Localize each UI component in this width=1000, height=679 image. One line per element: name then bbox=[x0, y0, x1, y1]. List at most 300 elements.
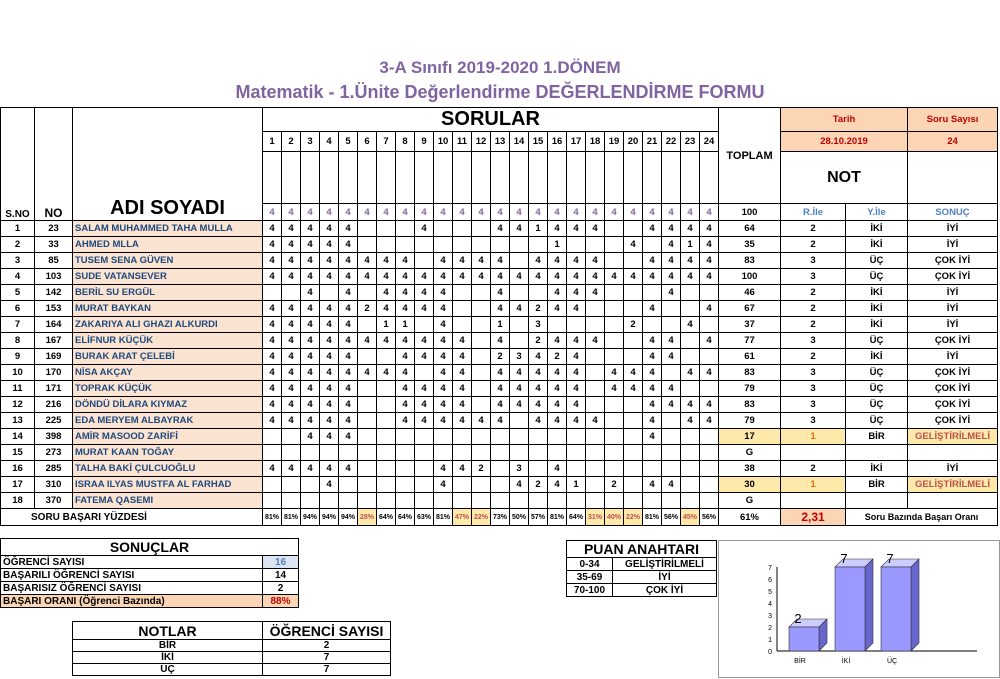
student-score: 4 bbox=[662, 349, 681, 365]
student-score bbox=[377, 397, 396, 413]
question-percent: 64% bbox=[377, 509, 396, 526]
student-score: 4 bbox=[472, 269, 491, 285]
puan-anahtari-table bbox=[566, 540, 717, 597]
student-result: ÇOK İYİ bbox=[908, 365, 998, 381]
student-row bbox=[1, 397, 998, 413]
student-score: 4 bbox=[643, 253, 662, 269]
question-percent: 45% bbox=[681, 509, 700, 526]
student-score bbox=[510, 317, 529, 333]
student-score: 4 bbox=[282, 413, 301, 429]
puan-range: 0-34 bbox=[567, 558, 613, 571]
student-score bbox=[282, 477, 301, 493]
student-score bbox=[681, 493, 700, 509]
student-score: 4 bbox=[282, 333, 301, 349]
student-score: 4 bbox=[263, 349, 282, 365]
student-score: 4 bbox=[681, 413, 700, 429]
student-r-ile: 3 bbox=[781, 333, 846, 349]
student-y-ile: ÜÇ bbox=[846, 381, 908, 397]
student-score bbox=[415, 493, 434, 509]
student-score bbox=[472, 221, 491, 237]
student-score bbox=[681, 333, 700, 349]
student-score bbox=[662, 301, 681, 317]
student-score bbox=[548, 445, 567, 461]
student-score: 4 bbox=[301, 397, 320, 413]
student-score bbox=[586, 349, 605, 365]
student-score: 4 bbox=[700, 413, 719, 429]
student-score: 2 bbox=[529, 301, 548, 317]
student-score: 4 bbox=[491, 365, 510, 381]
student-score bbox=[510, 253, 529, 269]
student-score: 4 bbox=[529, 397, 548, 413]
student-score bbox=[415, 477, 434, 493]
student-score: 4 bbox=[453, 349, 472, 365]
student-total: 79 bbox=[719, 381, 781, 397]
puan-range: 70-100 bbox=[567, 584, 613, 597]
student-score: 4 bbox=[320, 429, 339, 445]
student-score: 4 bbox=[700, 221, 719, 237]
student-name: NİSA AKÇAY bbox=[73, 365, 263, 381]
student-score: 4 bbox=[700, 301, 719, 317]
student-r-ile: 3 bbox=[781, 269, 846, 285]
student-score: 3 bbox=[510, 349, 529, 365]
max-point: 4 bbox=[472, 204, 491, 221]
student-total: G bbox=[719, 445, 781, 461]
student-score bbox=[643, 285, 662, 301]
student-no: 171 bbox=[35, 381, 73, 397]
question-number: 15 bbox=[529, 132, 548, 152]
student-score: 4 bbox=[339, 221, 358, 237]
student-score bbox=[681, 477, 700, 493]
puan-title: PUAN ANAHTARI bbox=[567, 541, 717, 558]
student-score bbox=[453, 237, 472, 253]
student-score bbox=[358, 221, 377, 237]
student-no: 103 bbox=[35, 269, 73, 285]
student-score bbox=[662, 461, 681, 477]
student-score: 4 bbox=[548, 365, 567, 381]
student-score bbox=[282, 429, 301, 445]
student-score: 4 bbox=[396, 301, 415, 317]
student-no: 142 bbox=[35, 285, 73, 301]
student-sno: 17 bbox=[1, 477, 35, 493]
student-score: 4 bbox=[434, 301, 453, 317]
student-result: İYİ bbox=[908, 461, 998, 477]
student-score: 4 bbox=[510, 269, 529, 285]
student-score bbox=[643, 317, 662, 333]
student-score bbox=[453, 493, 472, 509]
student-score: 1 bbox=[529, 221, 548, 237]
student-score: 4 bbox=[548, 333, 567, 349]
student-sno: 11 bbox=[1, 381, 35, 397]
data-label: 2 bbox=[794, 611, 802, 626]
max-point: 4 bbox=[396, 204, 415, 221]
student-score: 4 bbox=[396, 269, 415, 285]
student-score: 4 bbox=[320, 317, 339, 333]
student-name: SALAM MUHAMMED TAHA MULLA bbox=[73, 221, 263, 237]
student-score bbox=[586, 445, 605, 461]
student-score: 4 bbox=[586, 413, 605, 429]
student-name: ISRAA ILYAS MUSTFA AL FARHAD bbox=[73, 477, 263, 493]
student-score: 2 bbox=[358, 301, 377, 317]
question-blank bbox=[377, 152, 396, 204]
student-score: 4 bbox=[415, 413, 434, 429]
student-score: 4 bbox=[282, 301, 301, 317]
student-score bbox=[472, 301, 491, 317]
student-result: GELİŞTİRİLMELİ bbox=[908, 429, 998, 445]
student-score: 4 bbox=[491, 285, 510, 301]
max-point: 4 bbox=[567, 204, 586, 221]
student-name: MURAT KAAN TOĞAY bbox=[73, 445, 263, 461]
student-score bbox=[567, 493, 586, 509]
student-score bbox=[700, 477, 719, 493]
student-sno: 1 bbox=[1, 221, 35, 237]
student-score: 4 bbox=[643, 333, 662, 349]
max-point: 4 bbox=[491, 204, 510, 221]
student-score bbox=[681, 429, 700, 445]
question-percent: 22% bbox=[472, 509, 491, 526]
student-score: 4 bbox=[624, 269, 643, 285]
student-score bbox=[548, 317, 567, 333]
student-score: 4 bbox=[339, 237, 358, 253]
max-point: 4 bbox=[358, 204, 377, 221]
student-score: 4 bbox=[681, 253, 700, 269]
student-name: TALHA BAKİ ÇULCUOĞLU bbox=[73, 461, 263, 477]
data-label: 7 bbox=[840, 551, 848, 566]
student-result: ÇOK İYİ bbox=[908, 397, 998, 413]
notlar-label: İKİ bbox=[73, 652, 263, 664]
student-score bbox=[396, 477, 415, 493]
student-score bbox=[700, 461, 719, 477]
student-score bbox=[624, 349, 643, 365]
student-y-ile: ÜÇ bbox=[846, 397, 908, 413]
student-score bbox=[586, 317, 605, 333]
student-score: 4 bbox=[320, 461, 339, 477]
total-percent: 61% bbox=[719, 509, 781, 526]
student-score: 4 bbox=[415, 221, 434, 237]
student-score: 4 bbox=[263, 397, 282, 413]
student-score bbox=[529, 493, 548, 509]
student-score: 4 bbox=[282, 221, 301, 237]
max-point: 4 bbox=[586, 204, 605, 221]
student-score: 4 bbox=[643, 381, 662, 397]
student-y-ile: BİR bbox=[846, 429, 908, 445]
student-r-ile: 2 bbox=[781, 317, 846, 333]
notlar-header: NOTLAR bbox=[73, 622, 263, 640]
question-blank bbox=[320, 152, 339, 204]
student-score bbox=[263, 429, 282, 445]
puan-label: ÇOK İYİ bbox=[613, 584, 717, 597]
student-score: 4 bbox=[624, 237, 643, 253]
student-score: 4 bbox=[567, 381, 586, 397]
question-percent: 28% bbox=[358, 509, 377, 526]
student-r-ile: 2 bbox=[781, 461, 846, 477]
student-score bbox=[377, 413, 396, 429]
student-row bbox=[1, 381, 998, 397]
student-result: ÇOK İYİ bbox=[908, 413, 998, 429]
student-r-ile: 1 bbox=[781, 477, 846, 493]
student-score: 4 bbox=[643, 349, 662, 365]
student-score bbox=[358, 397, 377, 413]
student-score bbox=[510, 493, 529, 509]
student-row bbox=[1, 445, 998, 461]
student-score bbox=[415, 445, 434, 461]
student-score: 4 bbox=[301, 221, 320, 237]
max-point: 4 bbox=[453, 204, 472, 221]
student-y-ile: İKİ bbox=[846, 349, 908, 365]
student-score: 4 bbox=[282, 381, 301, 397]
question-number: 21 bbox=[643, 132, 662, 152]
student-score: 4 bbox=[605, 365, 624, 381]
student-score: 4 bbox=[263, 301, 282, 317]
question-percent: 31% bbox=[586, 509, 605, 526]
student-score: 4 bbox=[320, 477, 339, 493]
max-point: 4 bbox=[510, 204, 529, 221]
student-score: 4 bbox=[396, 349, 415, 365]
question-percent: 81% bbox=[434, 509, 453, 526]
student-score: 2 bbox=[529, 477, 548, 493]
student-score bbox=[510, 429, 529, 445]
student-score: 3 bbox=[510, 461, 529, 477]
student-score bbox=[358, 237, 377, 253]
student-score bbox=[605, 285, 624, 301]
soru-sayisi-label: Soru Sayısı bbox=[908, 108, 998, 132]
question-number: 10 bbox=[434, 132, 453, 152]
page-title: 3-A Sınıfı 2019-2020 1.DÖNEM bbox=[379, 58, 621, 77]
student-score bbox=[586, 493, 605, 509]
student-score: 4 bbox=[282, 365, 301, 381]
puan-label: İYİ bbox=[613, 571, 717, 584]
student-result: İYİ bbox=[908, 237, 998, 253]
student-score: 4 bbox=[434, 381, 453, 397]
question-percent: 63% bbox=[415, 509, 434, 526]
student-score bbox=[434, 493, 453, 509]
page-subtitle: Matematik - 1.Ünite Değerlendirme DEĞERLENDİRME FORMU bbox=[235, 82, 765, 102]
student-score bbox=[681, 301, 700, 317]
student-score: 4 bbox=[282, 349, 301, 365]
student-total: 61 bbox=[719, 349, 781, 365]
student-score: 4 bbox=[301, 349, 320, 365]
student-score bbox=[605, 253, 624, 269]
student-score: 4 bbox=[339, 317, 358, 333]
student-score bbox=[339, 477, 358, 493]
student-score bbox=[358, 285, 377, 301]
student-score: 4 bbox=[681, 397, 700, 413]
y-tick-label: 2 bbox=[768, 625, 772, 632]
student-score: 1 bbox=[396, 317, 415, 333]
student-no: 398 bbox=[35, 429, 73, 445]
student-score: 4 bbox=[377, 301, 396, 317]
student-score: 4 bbox=[301, 381, 320, 397]
student-sno: 14 bbox=[1, 429, 35, 445]
student-score: 4 bbox=[339, 397, 358, 413]
student-score: 4 bbox=[529, 413, 548, 429]
student-score bbox=[605, 429, 624, 445]
student-score bbox=[510, 285, 529, 301]
student-score bbox=[510, 413, 529, 429]
student-y-ile: ÜÇ bbox=[846, 253, 908, 269]
average-score: 2,31 bbox=[781, 509, 846, 526]
student-score bbox=[453, 317, 472, 333]
question-number: 19 bbox=[605, 132, 624, 152]
max-point: 4 bbox=[529, 204, 548, 221]
student-score: 4 bbox=[301, 317, 320, 333]
max-point: 4 bbox=[548, 204, 567, 221]
student-score: 4 bbox=[548, 477, 567, 493]
student-score: 2 bbox=[605, 477, 624, 493]
student-score: 4 bbox=[301, 333, 320, 349]
student-name: BERİL SU ERGÜL bbox=[73, 285, 263, 301]
max-point: 4 bbox=[320, 204, 339, 221]
student-no: 310 bbox=[35, 477, 73, 493]
student-score bbox=[586, 365, 605, 381]
question-number: 17 bbox=[567, 132, 586, 152]
student-score bbox=[301, 445, 320, 461]
student-score: 2 bbox=[472, 461, 491, 477]
student-score: 4 bbox=[510, 221, 529, 237]
question-blank bbox=[491, 152, 510, 204]
student-score bbox=[586, 301, 605, 317]
student-score bbox=[396, 445, 415, 461]
question-blank bbox=[567, 152, 586, 204]
student-row bbox=[1, 253, 998, 269]
student-score: 4 bbox=[282, 397, 301, 413]
student-score: 4 bbox=[320, 269, 339, 285]
soru-sayisi-value: 24 bbox=[908, 132, 998, 152]
student-score: 4 bbox=[700, 237, 719, 253]
student-score: 4 bbox=[548, 301, 567, 317]
student-score bbox=[472, 381, 491, 397]
results-bar-chart bbox=[718, 540, 1000, 678]
student-score bbox=[301, 493, 320, 509]
student-score: 4 bbox=[339, 381, 358, 397]
student-score: 4 bbox=[358, 333, 377, 349]
student-score bbox=[700, 493, 719, 509]
student-total: 83 bbox=[719, 397, 781, 413]
question-blank bbox=[415, 152, 434, 204]
student-score bbox=[472, 317, 491, 333]
x-tick-label: ÜÇ bbox=[886, 658, 898, 665]
student-score: 4 bbox=[301, 365, 320, 381]
question-blank bbox=[396, 152, 415, 204]
student-score bbox=[453, 477, 472, 493]
student-score bbox=[472, 349, 491, 365]
student-score: 4 bbox=[548, 397, 567, 413]
student-score bbox=[358, 381, 377, 397]
student-score bbox=[624, 461, 643, 477]
student-result: İYİ bbox=[908, 317, 998, 333]
student-sno: 5 bbox=[1, 285, 35, 301]
sonuc-header: SONUÇ bbox=[908, 204, 998, 221]
student-score bbox=[529, 237, 548, 253]
student-score: 4 bbox=[434, 477, 453, 493]
question-percent: 73% bbox=[491, 509, 510, 526]
student-score: 4 bbox=[301, 301, 320, 317]
student-score bbox=[396, 429, 415, 445]
student-score bbox=[358, 461, 377, 477]
student-score bbox=[624, 477, 643, 493]
student-score: 4 bbox=[282, 253, 301, 269]
question-number: 5 bbox=[339, 132, 358, 152]
student-no: 216 bbox=[35, 397, 73, 413]
sorular-header: SORULAR bbox=[263, 108, 719, 132]
student-score: 4 bbox=[320, 237, 339, 253]
student-score: 4 bbox=[358, 253, 377, 269]
student-score bbox=[586, 429, 605, 445]
question-blank bbox=[586, 152, 605, 204]
student-score bbox=[548, 493, 567, 509]
student-sno: 18 bbox=[1, 493, 35, 509]
notlar-count-header: ÖĞRENCİ SAYISI bbox=[263, 622, 391, 640]
student-no: 33 bbox=[35, 237, 73, 253]
student-score bbox=[662, 493, 681, 509]
student-score: 4 bbox=[396, 333, 415, 349]
student-score bbox=[605, 397, 624, 413]
student-result: İYİ bbox=[908, 301, 998, 317]
data-label: 7 bbox=[886, 551, 894, 566]
student-score bbox=[472, 333, 491, 349]
student-score bbox=[700, 349, 719, 365]
student-score: 4 bbox=[301, 429, 320, 445]
student-score bbox=[510, 237, 529, 253]
student-score bbox=[548, 429, 567, 445]
student-score: 4 bbox=[510, 381, 529, 397]
student-sno: 7 bbox=[1, 317, 35, 333]
student-score: 4 bbox=[434, 253, 453, 269]
student-result: ÇOK İYİ bbox=[908, 253, 998, 269]
student-score bbox=[700, 429, 719, 445]
question-number: 3 bbox=[301, 132, 320, 152]
student-score bbox=[605, 493, 624, 509]
student-name: MURAT BAYKAN bbox=[73, 301, 263, 317]
student-score: 4 bbox=[643, 397, 662, 413]
student-y-ile: İKİ bbox=[846, 317, 908, 333]
question-percent: 50% bbox=[510, 509, 529, 526]
student-total: 77 bbox=[719, 333, 781, 349]
y-tick-label: 1 bbox=[768, 637, 772, 644]
student-score: 4 bbox=[339, 301, 358, 317]
student-name: ZAKARIYA ALI GHAZI ALKURDI bbox=[73, 317, 263, 333]
sonuclar-title: SONUÇLAR bbox=[1, 539, 299, 556]
student-score: 4 bbox=[700, 269, 719, 285]
student-score: 4 bbox=[567, 253, 586, 269]
student-score bbox=[624, 397, 643, 413]
student-score: 4 bbox=[377, 285, 396, 301]
student-row bbox=[1, 317, 998, 333]
student-score: 4 bbox=[643, 413, 662, 429]
footer-label: SORU BAŞARI YÜZDESİ bbox=[1, 509, 263, 526]
student-score: 4 bbox=[320, 349, 339, 365]
student-score bbox=[529, 461, 548, 477]
no-header: NO bbox=[35, 108, 73, 221]
student-score: 3 bbox=[529, 317, 548, 333]
student-score: 4 bbox=[624, 381, 643, 397]
y-tick-label: 3 bbox=[768, 613, 772, 620]
student-sno: 6 bbox=[1, 301, 35, 317]
sno-header: S.NO bbox=[1, 108, 35, 221]
student-no: 273 bbox=[35, 445, 73, 461]
student-score: 4 bbox=[662, 285, 681, 301]
student-result bbox=[908, 493, 998, 509]
student-score bbox=[377, 445, 396, 461]
max-total: 100 bbox=[719, 204, 781, 221]
student-name: BURAK ARAT ÇELEBİ bbox=[73, 349, 263, 365]
student-score: 2 bbox=[529, 333, 548, 349]
student-score bbox=[453, 285, 472, 301]
student-score: 4 bbox=[548, 253, 567, 269]
student-score bbox=[681, 285, 700, 301]
student-row bbox=[1, 301, 998, 317]
y-tick-label: 7 bbox=[768, 565, 772, 572]
student-score: 4 bbox=[263, 237, 282, 253]
